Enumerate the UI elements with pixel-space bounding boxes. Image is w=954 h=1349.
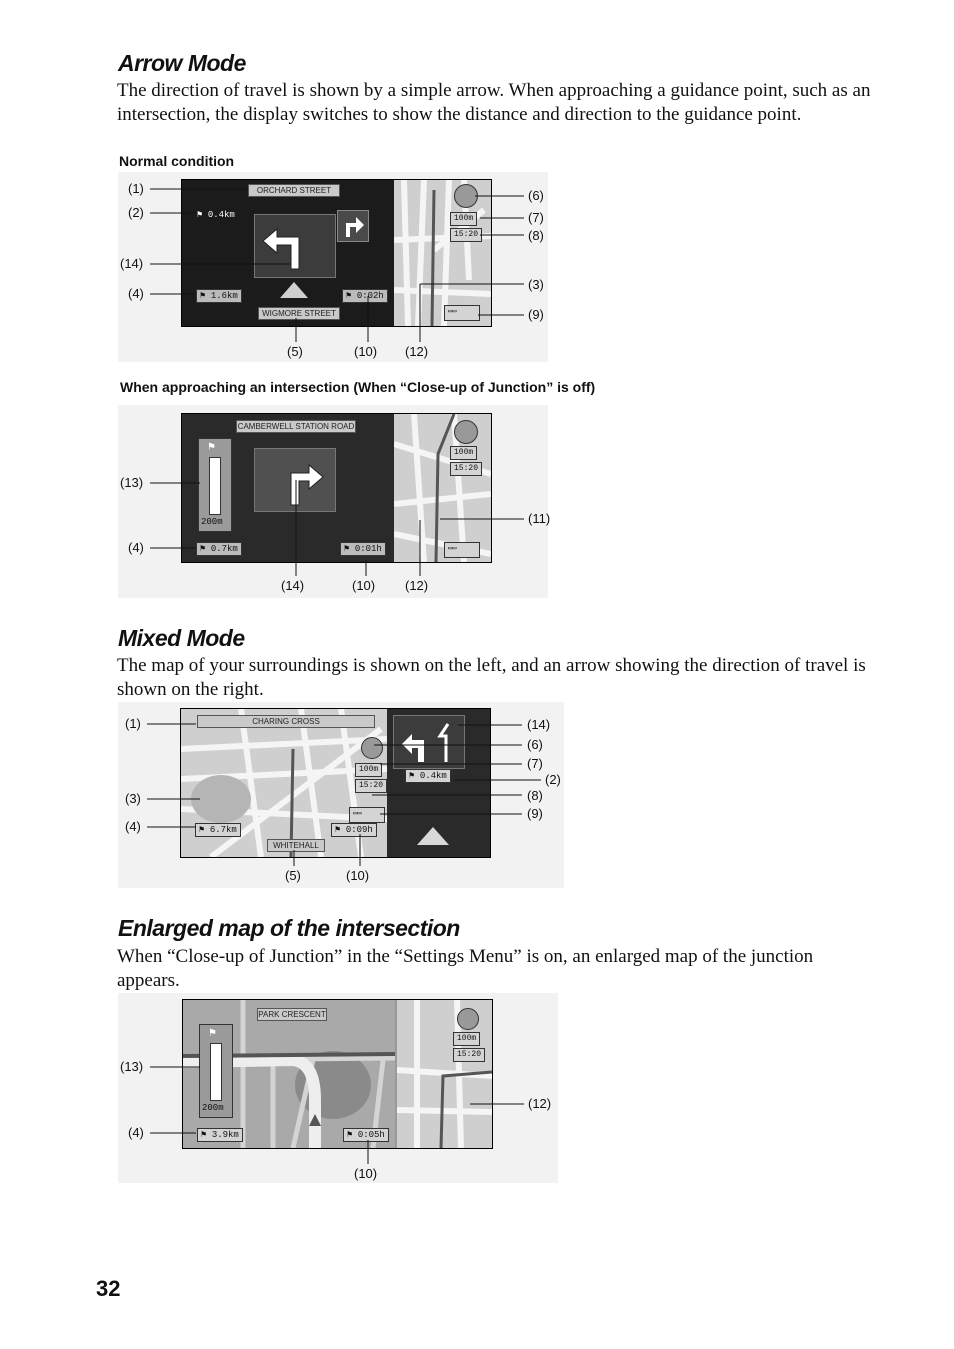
mixed-mode-paragraph: The map of your surroundings is shown on the left, and an arrow showing the direction of travel is shown on the right. [117, 655, 866, 700]
normal-condition-caption: Normal condition [119, 153, 235, 169]
guidance-distance-value: 0.4km [419, 771, 447, 781]
time-to-destination-value: 0:01h [354, 544, 382, 554]
callout-14: (14) [527, 717, 551, 732]
enlarged-map-paragraph: When “Close-up of Junction” in the “Settings Menu” is on, an enlarged map of the junction appears. [117, 946, 814, 991]
callout-1: (1) [125, 716, 141, 731]
current-time: 15:20 [450, 462, 482, 476]
guidance-distance-value: 0.4km [207, 210, 235, 220]
arrow-mode-heading: Arrow Mode [118, 50, 246, 76]
callout-4: (4) [128, 540, 144, 555]
callout-14: (14) [281, 578, 305, 593]
mixed-mode-heading: Mixed Mode [118, 625, 245, 651]
street-name-bottom: WHITEHALL [267, 839, 325, 852]
enlarged-map-heading: Enlarged map of the intersection [118, 915, 460, 941]
callout-10: (10) [352, 578, 376, 593]
callout-9: (9) [527, 806, 543, 821]
street-name-top: ORCHARD STREET [248, 184, 340, 197]
map-scale: 100m [450, 212, 477, 226]
callout-5: (5) [287, 344, 303, 359]
flag-icon: ⚑ [207, 442, 216, 453]
callout-12: (12) [405, 344, 429, 359]
callout-12: (12) [405, 578, 429, 593]
callout-2: (2) [128, 205, 144, 220]
callout-3: (3) [528, 277, 544, 292]
callout-5: (5) [285, 868, 301, 883]
callout-6: (6) [528, 188, 544, 203]
time-to-destination-value: 0:09h [345, 825, 373, 835]
destination-distance: ⚑ 6.7km [195, 823, 241, 837]
route-info-icon: ▭▭ [444, 542, 480, 558]
map-scale: 100m [450, 446, 477, 460]
callout-2: (2) [545, 772, 561, 787]
time-to-destination: ⚑ 0:09h [331, 823, 377, 837]
route-info-icon: ▭▭ [349, 807, 385, 823]
callout-3: (3) [125, 791, 141, 806]
callout-12: (12) [528, 1096, 552, 1111]
map-scale: 100m [355, 763, 382, 777]
page-number: 32 [96, 1276, 121, 1301]
destination-distance-value: 1.6km [210, 291, 238, 301]
current-time: 15:20 [355, 779, 387, 793]
time-to-destination: ⚑ 0:01h [340, 542, 386, 556]
street-name-bottom: WIGMORE STREET [258, 307, 340, 320]
callout-13: (13) [120, 475, 144, 490]
current-time: 15:20 [450, 228, 482, 242]
callout-1: (1) [128, 181, 144, 196]
callout-7: (7) [528, 210, 544, 225]
bar-distance-value: 200m [201, 517, 223, 527]
arrow-mode-paragraph: The direction of travel is shown by a simple arrow. When approaching a guidance point, such as an intersection, the display switches to show the distance and direction to the guidance point. [117, 80, 871, 125]
destination-distance: ⚑ 3.9km [197, 1128, 243, 1142]
route-info-icon: ▭▭ [444, 305, 480, 321]
bar-distance-value: 200m [202, 1103, 224, 1113]
approach-caption: When approaching an intersection (When “Close-up of Junction” is off) [120, 379, 596, 395]
destination-distance: ⚑ 0.7km [196, 542, 242, 556]
callout-7: (7) [527, 756, 543, 771]
street-name-top: CAMBERWELL STATION ROAD [237, 422, 355, 431]
destination-distance-value: 6.7km [209, 825, 237, 835]
street-name-top: CHARING CROSS [197, 715, 375, 728]
flag-icon: ⚑ [208, 1028, 217, 1039]
callout-4: (4) [128, 1125, 144, 1140]
callout-14: (14) [120, 256, 144, 271]
time-to-destination: ⚑ 0:02h [342, 289, 388, 303]
callout-10: (10) [346, 868, 370, 883]
guidance-distance: ⚑ 0.4km [405, 769, 451, 783]
callout-4: (4) [125, 819, 141, 834]
callout-9: (9) [528, 307, 544, 322]
callout-8: (8) [527, 788, 543, 803]
guidance-distance: ⚑ 0.4km [197, 210, 235, 220]
callout-10: (10) [354, 1166, 378, 1181]
callout-6: (6) [527, 737, 543, 752]
time-to-destination: ⚑ 0:05h [343, 1128, 389, 1142]
callout-13: (13) [120, 1059, 144, 1074]
map-scale: 100m [453, 1032, 480, 1046]
time-to-destination-value: 0:05h [357, 1130, 385, 1140]
callout-4: (4) [128, 286, 144, 301]
street-name-top: PARK CRESCENT [258, 1010, 326, 1019]
destination-distance-value: 0.7km [210, 544, 238, 554]
current-time: 15:20 [453, 1048, 485, 1062]
time-to-destination-value: 0:02h [356, 291, 384, 301]
callout-11: (11) [528, 511, 551, 526]
callout-10: (10) [354, 344, 378, 359]
callout-8: (8) [528, 228, 544, 243]
destination-distance: ⚑ 1.6km [196, 289, 242, 303]
destination-distance-value: 3.9km [211, 1130, 239, 1140]
